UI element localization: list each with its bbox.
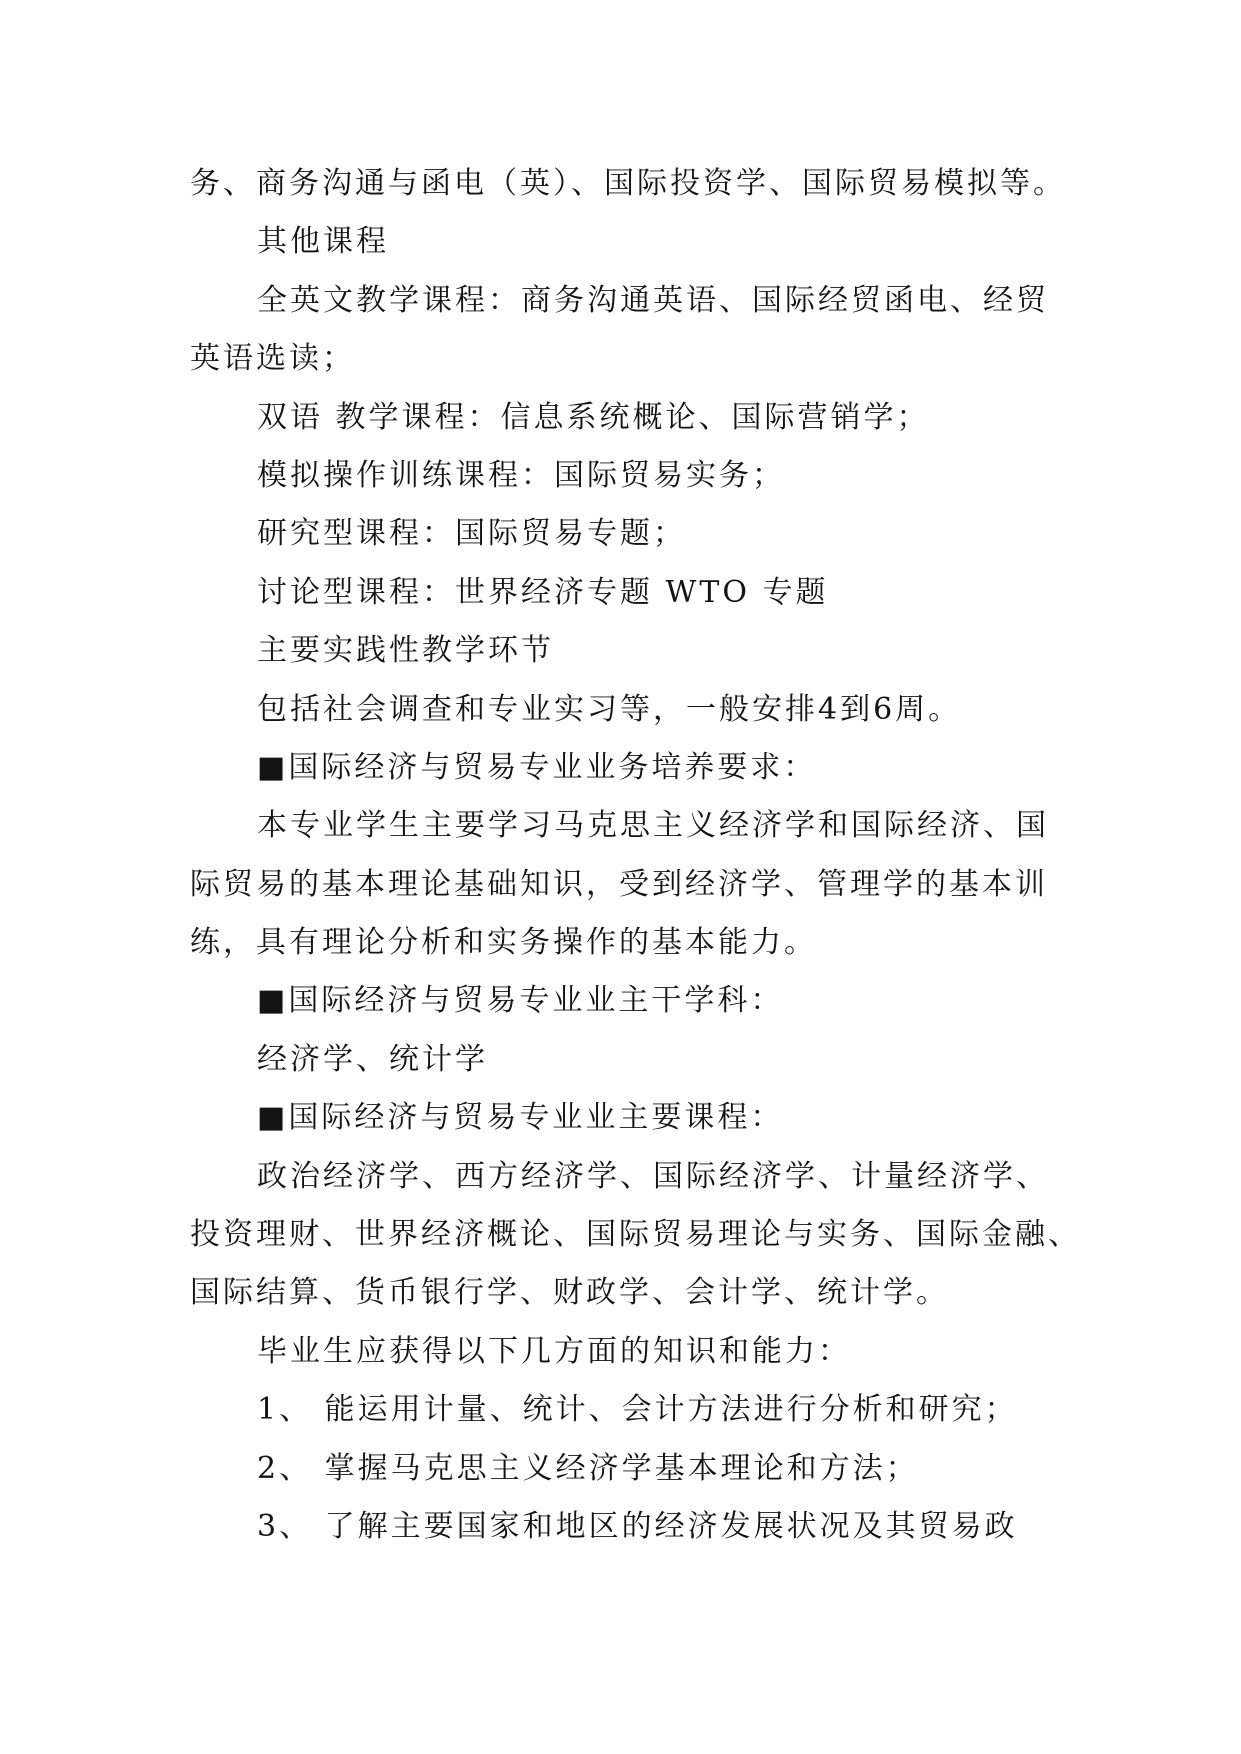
paragraph-continuation (190, 155, 1150, 213)
paragraph-line: 包括社会调查和专业实习等，一般安排4到6周。 (257, 691, 962, 727)
paragraph-line: 务、商务沟通与函电（英）、国际投资学、国际贸易模拟等。 (190, 166, 1066, 201)
paragraph-main-disciplines (190, 1031, 1150, 1089)
paragraph-research-courses (190, 505, 1150, 563)
paragraph-line: 经济学、统计学 (257, 1041, 488, 1077)
paragraph-line: 全英文教学课程：商务沟通英语、国际经贸函电、经贸 (257, 282, 1049, 318)
paragraph-line: 主要实践性教学环节 (257, 633, 554, 669)
paragraph-practice-heading (190, 622, 1150, 680)
section-heading-training-requirements (190, 739, 1150, 797)
paragraph-line: 其他课程 (257, 224, 389, 260)
paragraph-line: ■国际经济与贸易专业业主要课程： (257, 1100, 784, 1136)
paragraph-line: 本专业学生主要学习马克思主义经济学和国际经济、国 (257, 808, 1049, 844)
document-body (190, 155, 1150, 1556)
paragraph-line: 双语 教学课程：信息系统概论、国际营销学； (257, 399, 930, 435)
paragraph-other-courses-heading (190, 213, 1150, 271)
paragraph-line: 3、 了解主要国家和地区的经济发展状况及其贸易政 (257, 1508, 1018, 1544)
paragraph-line: 2、 掌握马克思主义经济学基本理论和方法； (257, 1450, 919, 1486)
paragraph-main-courses (190, 1148, 1150, 1323)
section-heading-main-disciplines (190, 972, 1150, 1030)
paragraph-simulation-courses (190, 447, 1150, 505)
paragraph-training-requirements (190, 797, 1150, 972)
paragraph-line: 1、 能运用计量、统计、会计方法进行分析和研究； (257, 1392, 1018, 1428)
paragraph-line: 英语选读； (190, 341, 355, 377)
paragraph-line: 练，具有理论分析和实务操作的基本能力。 (190, 925, 817, 961)
paragraph-line: 投资理财、世界经济概论、国际贸易理论与实务、国际金融、 (190, 1217, 1081, 1253)
paragraph-line: 国际结算、货币银行学、财政学、会计学、统计学。 (190, 1275, 949, 1311)
list-item (190, 1498, 1150, 1556)
paragraph-line: 政治经济学、西方经济学、国际经济学、计量经济学、 (257, 1158, 1049, 1194)
paragraph-line: 际贸易的基本理论基础知识，受到经济学、管理学的基本训 (190, 866, 1048, 902)
section-heading-main-courses (190, 1089, 1150, 1147)
paragraph-line: 模拟操作训练课程：国际贸易实务； (257, 457, 785, 493)
paragraph-graduate-abilities-intro (190, 1323, 1150, 1381)
paragraph-discussion-courses (190, 564, 1150, 622)
paragraph-bilingual-courses (190, 389, 1150, 447)
paragraph-line: 讨论型课程：世界经济专题 WTO 专题 (257, 574, 829, 610)
paragraph-line: ■国际经济与贸易专业业主干学科： (257, 983, 784, 1019)
list-item (190, 1440, 1150, 1498)
paragraph-line: ■国际经济与贸易专业业务培养要求： (257, 749, 817, 785)
paragraph-line: 毕业生应获得以下几方面的知识和能力： (257, 1333, 851, 1369)
paragraph-english-courses (190, 272, 1150, 389)
paragraph-line: 研究型课程：国际贸易专题； (257, 516, 686, 552)
list-item (190, 1381, 1150, 1439)
paragraph-practice-detail (190, 681, 1150, 739)
